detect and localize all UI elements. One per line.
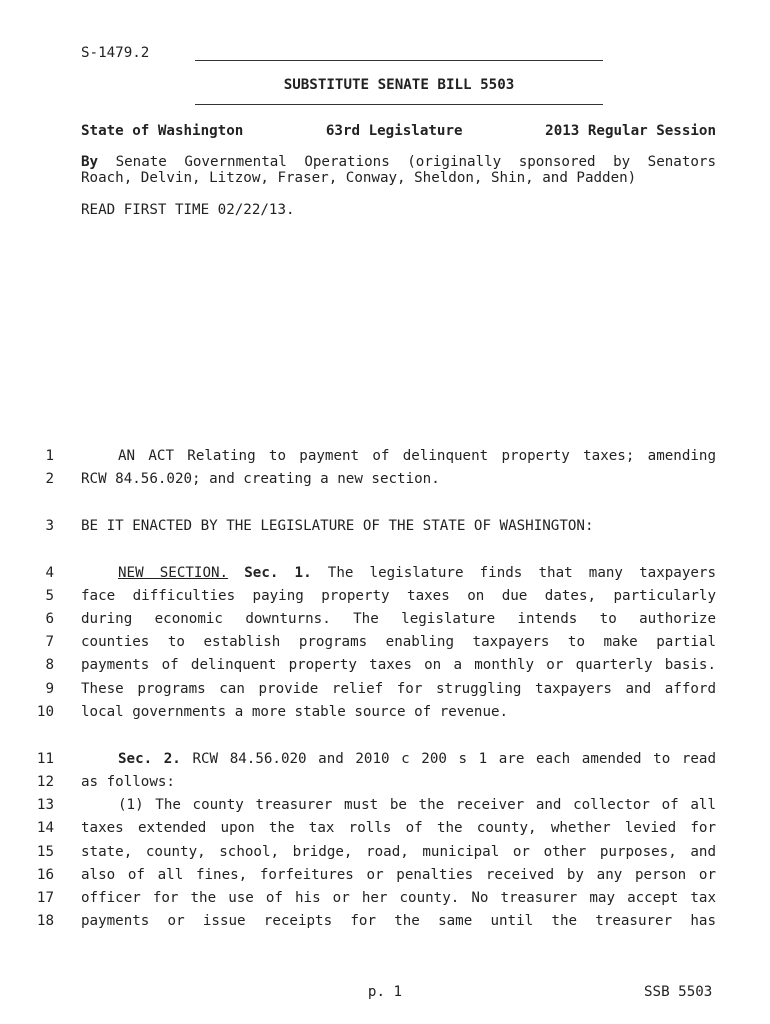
- bill-id: S-1479.2: [81, 45, 150, 61]
- line-number: 8: [45, 657, 54, 673]
- sponsors-line-1: [81, 154, 716, 170]
- line-number: 11: [36, 751, 54, 767]
- line-text: (1) The county treasurer must be the receiver and collector of all: [118, 797, 716, 813]
- state-name: State of Washington: [81, 123, 244, 139]
- line-number: 14: [36, 820, 54, 836]
- line-number: 3: [45, 518, 54, 534]
- session: 2013 Regular Session: [545, 123, 716, 139]
- header-rule-bottom: [195, 104, 603, 105]
- line-number: 4: [45, 565, 54, 581]
- line-number: 13: [36, 797, 54, 813]
- line-text: AN ACT Relating to payment of delinquent property taxes; amending: [118, 448, 716, 464]
- session-info-row: [81, 123, 716, 139]
- line-text: during economic downturns. The legislature intends to authorize: [81, 611, 716, 627]
- footer-doc-id: SSB 5503: [644, 984, 713, 1000]
- line-text: NEW SECTION. Sec. 1. The legislature finds that many taxpayers: [118, 565, 716, 581]
- line-text: officer for the use of his or her county. No treasurer may accept tax: [81, 890, 716, 906]
- by-label: By: [81, 154, 99, 170]
- line-text: counties to establish programs enabling taxpayers to make partial: [81, 634, 716, 650]
- line-number: 12: [36, 774, 54, 790]
- new-section-label: NEW SECTION.: [118, 565, 229, 581]
- line-text: payments of delinquent property taxes on a monthly or quarterly basis.: [81, 657, 716, 673]
- sponsors-text-1: Senate Governmental Operations (originally sponsored by Senators: [115, 154, 716, 170]
- line-number: 17: [36, 890, 54, 906]
- bill-title: SUBSTITUTE SENATE BILL 5503: [283, 77, 515, 93]
- line-text: as follows:: [81, 774, 175, 790]
- line-number: 7: [45, 634, 54, 650]
- line-text: also of all fines, forfeitures or penalties received by any person or: [81, 867, 716, 883]
- line-number: 1: [45, 448, 54, 464]
- line-text: RCW 84.56.020; and creating a new section.: [81, 471, 440, 487]
- header-rule-top: [195, 60, 603, 61]
- page-number: p. 1: [367, 984, 403, 1000]
- line-number: 9: [45, 681, 54, 697]
- read-first-time: READ FIRST TIME 02/22/13.: [81, 202, 295, 218]
- sponsors-line-2: Roach, Delvin, Litzow, Fraser, Conway, Sheldon, Shin, and Padden): [81, 170, 637, 186]
- line-number: 6: [45, 611, 54, 627]
- line-number: 2: [45, 471, 54, 487]
- line-number: 15: [36, 844, 54, 860]
- line-text: local governments a more stable source of revenue.: [81, 704, 509, 720]
- legislature: 63rd Legislature: [325, 123, 463, 139]
- line-number: 16: [36, 867, 54, 883]
- line-text: payments or issue receipts for the same until the treasurer has: [81, 913, 716, 929]
- line-text: taxes extended upon the tax rolls of the county, whether levied for: [81, 820, 716, 836]
- line-text: state, county, school, bridge, road, municipal or other purposes, and: [81, 844, 716, 860]
- line-number: 5: [45, 588, 54, 604]
- section-heading: Sec. 1.: [244, 565, 312, 581]
- section-heading: Sec. 2.: [118, 751, 181, 767]
- line-text: face difficulties paying property taxes on due dates, particularly: [81, 588, 716, 604]
- line-text: Sec. 2. RCW 84.56.020 and 2010 c 200 s 1 are each amended to read: [118, 751, 717, 767]
- line-number: 18: [36, 913, 54, 929]
- line-text: These programs can provide relief for struggling taxpayers and afford: [81, 681, 716, 697]
- line-number: 10: [36, 704, 54, 720]
- enacting-clause: BE IT ENACTED BY THE LEGISLATURE OF THE STATE OF WASHINGTON:: [81, 518, 594, 534]
